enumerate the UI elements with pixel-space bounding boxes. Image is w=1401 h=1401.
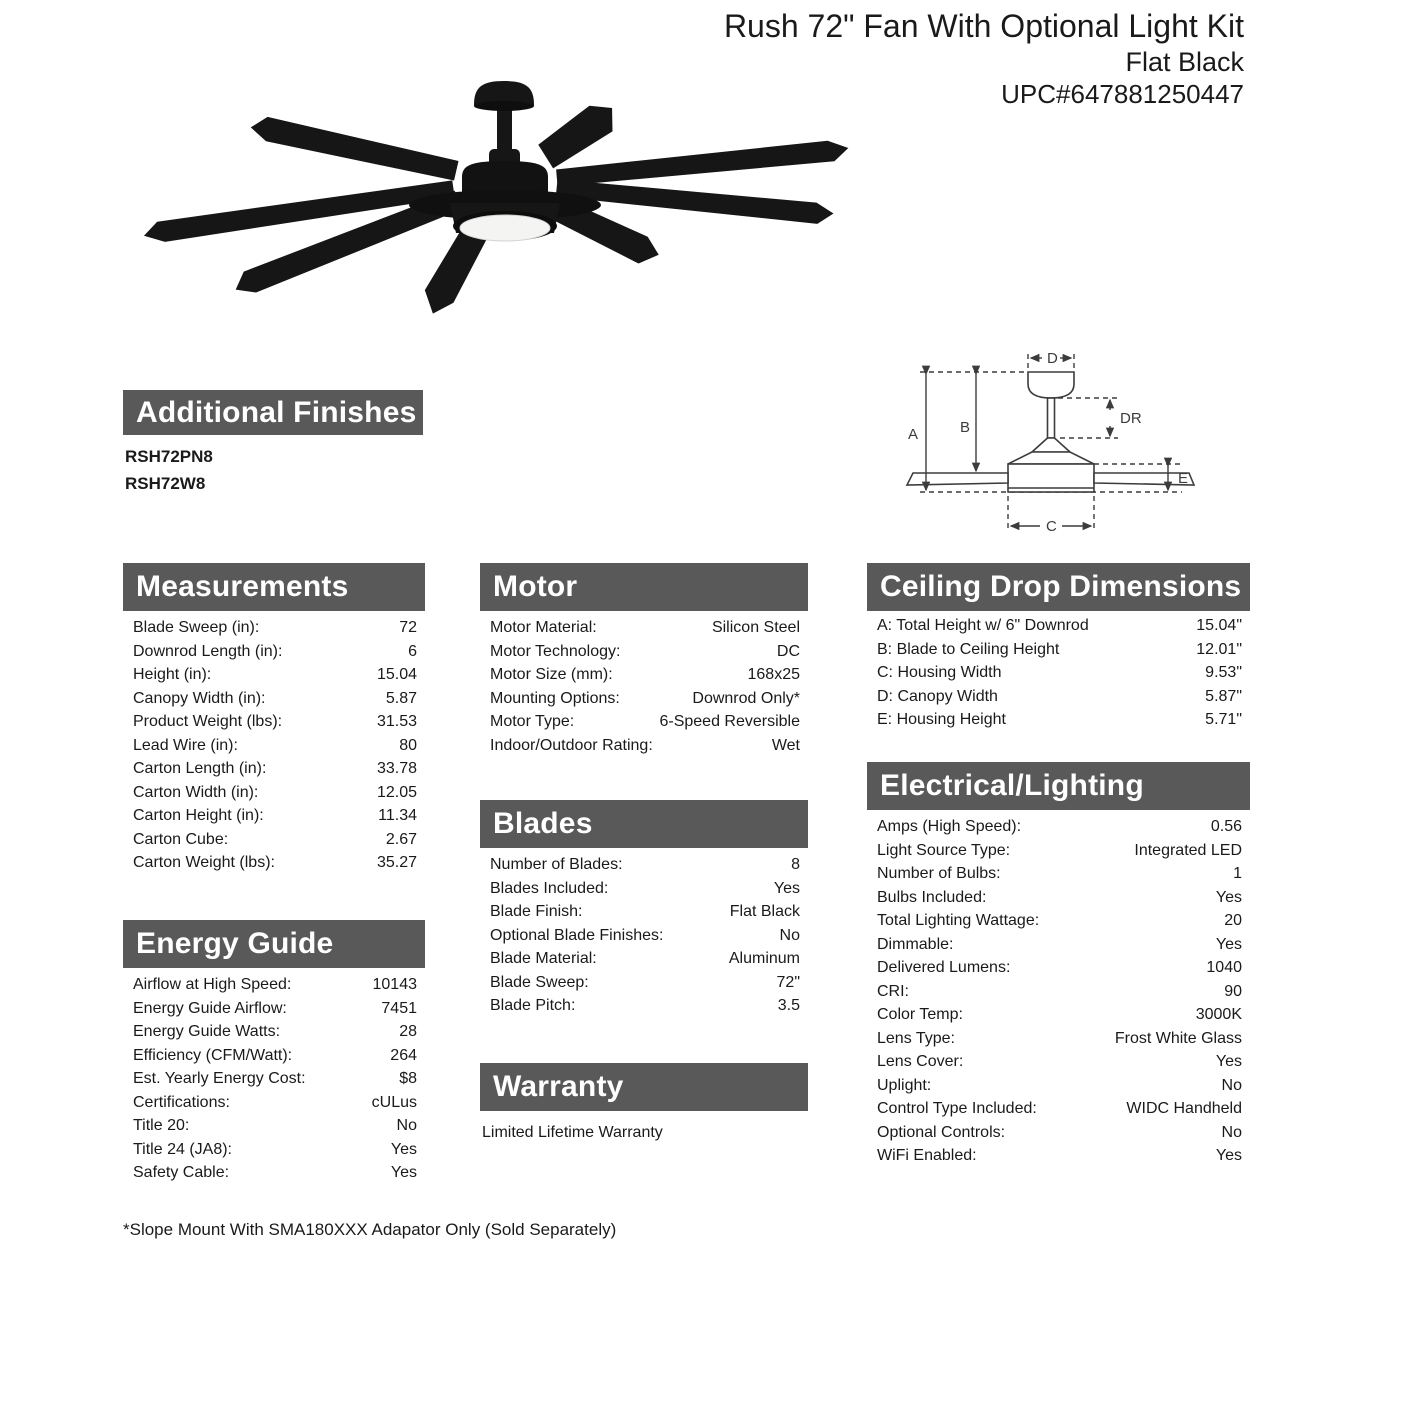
spec-row: [133, 1138, 417, 1162]
spec-value: Integrated LED: [1134, 841, 1242, 859]
spec-row: [133, 781, 417, 805]
spec-value: 7451: [381, 999, 417, 1017]
spec-value: Yes: [390, 1164, 417, 1181]
spec-row: [877, 638, 1242, 662]
spec-row: [877, 839, 1242, 863]
slope-mount-footnote: *Slope Mount With SMA180XXX Adapator Only (Sold Separately): [123, 1220, 617, 1239]
spec-value: Yes: [1215, 1147, 1242, 1164]
spec-value: 8: [791, 856, 800, 873]
motor-rows: [480, 611, 808, 757]
spec-value: Downrod Only*: [692, 689, 800, 707]
spec-label: Carton Width (in):: [133, 783, 259, 801]
spec-value: 15.04: [376, 666, 417, 683]
spec-value: 20: [1224, 912, 1242, 929]
spec-label: Downrod Length (in):: [133, 642, 283, 660]
diagram-label-a: A: [908, 426, 919, 443]
spec-value: 31.53: [376, 713, 417, 730]
spec-row: [490, 710, 800, 734]
spec-row: [877, 862, 1242, 886]
spec-row: [877, 614, 1242, 638]
dimension-diagram: [880, 340, 1220, 555]
spec-label: Certifications:: [133, 1093, 230, 1111]
spec-label: Lead Wire (in):: [133, 736, 238, 754]
spec-label: Carton Weight (lbs):: [133, 854, 275, 871]
spec-row: [490, 663, 800, 687]
spec-row: [133, 1067, 417, 1091]
spec-row: [133, 851, 417, 875]
spec-value: 33.78: [376, 760, 417, 777]
spec-value: 3.5: [777, 997, 800, 1014]
spec-row: [877, 1121, 1242, 1145]
spec-value: 5.87: [385, 689, 417, 707]
warranty-text: Limited Lifetime Warranty: [482, 1124, 663, 1141]
spec-row: [877, 685, 1242, 709]
spec-label: Energy Guide Watts:: [133, 1023, 281, 1040]
spec-row: [490, 971, 800, 995]
spec-label: Lens Cover:: [877, 1053, 964, 1070]
spec-row: [490, 616, 800, 640]
diagram-label-dr: DR: [1120, 410, 1142, 427]
spec-value: 10143: [372, 976, 417, 993]
spec-row: [133, 973, 417, 997]
spec-value: Aluminum: [728, 950, 800, 967]
spec-row: [133, 1114, 417, 1138]
spec-value: 15.04": [1196, 617, 1242, 634]
spec-label: Carton Height (in):: [133, 807, 264, 824]
measurements-section: [123, 563, 425, 875]
spec-label: Number of Blades:: [490, 856, 623, 873]
spec-label: E: Housing Height: [877, 711, 1006, 728]
spec-label: Light Source Type:: [877, 841, 1011, 859]
fan-blade: [556, 139, 850, 186]
spec-label: WiFi Enabled:: [877, 1147, 977, 1164]
spec-label: B: Blade to Ceiling Height: [877, 640, 1060, 658]
spec-value: 5.71": [1205, 711, 1242, 728]
additional-finishes-section: [123, 390, 423, 497]
spec-label: Airflow at High Speed:: [133, 976, 292, 993]
diagram-downrod: [1048, 398, 1055, 438]
electrical-lighting-section: [867, 762, 1250, 1168]
spec-row: [490, 924, 800, 948]
page-title: Rush 72" Fan With Optional Light Kit: [723, 8, 1244, 44]
spec-row: [877, 1050, 1242, 1074]
spec-label: Product Weight (lbs):: [133, 713, 283, 730]
spec-value: 12.01": [1196, 640, 1242, 658]
spec-label: Blades Included:: [490, 879, 609, 897]
spec-row: [133, 663, 417, 687]
spec-row: [877, 886, 1242, 910]
ceiling-drop-header: Ceiling Drop Dimensions: [867, 563, 1250, 611]
spec-label: Blade Material:: [490, 950, 597, 967]
finish-sku: RSH72W8: [125, 474, 206, 493]
spec-row: [877, 956, 1242, 980]
spec-label: Motor Material:: [490, 619, 597, 636]
spec-value: 6: [408, 642, 417, 660]
spec-row: [877, 1027, 1242, 1051]
spec-value: WIDC Handheld: [1126, 1100, 1242, 1117]
spec-label: Height (in):: [133, 666, 212, 683]
spec-row: [877, 708, 1242, 732]
spec-row: [877, 815, 1242, 839]
spec-row: [133, 1044, 417, 1068]
spec-label: Blade Sweep:: [490, 973, 589, 991]
spec-value: No: [779, 926, 800, 944]
motor-section: [480, 563, 808, 757]
spec-value: 1: [1233, 865, 1242, 882]
spec-row: [490, 900, 800, 924]
ceiling-drop-rows: [867, 611, 1250, 732]
spec-label: Delivered Lumens:: [877, 959, 1011, 976]
spec-value: 28: [399, 1023, 417, 1040]
spec-value: Yes: [1215, 935, 1242, 953]
spec-value: $8: [399, 1070, 417, 1087]
spec-value: 80: [399, 736, 417, 754]
fan-blade: [535, 96, 623, 168]
diagram-label-b: B: [960, 419, 971, 436]
spec-label: C: Housing Width: [877, 664, 1002, 681]
spec-label: Indoor/Outdoor Rating:: [490, 736, 653, 754]
spec-value: Silicon Steel: [711, 619, 800, 636]
spec-value: 72: [399, 619, 417, 636]
spec-label: Est. Yearly Energy Cost:: [133, 1070, 306, 1087]
spec-value: Flat Black: [729, 903, 800, 920]
spec-value: Yes: [1215, 888, 1242, 906]
spec-row: [133, 828, 417, 852]
spec-label: Amps (High Speed):: [877, 818, 1022, 835]
blades-header: Blades: [480, 800, 808, 848]
spec-label: Canopy Width (in):: [133, 689, 266, 707]
spec-row: [490, 994, 800, 1018]
ceiling-drop-section: [867, 563, 1250, 732]
spec-row: [133, 1161, 417, 1185]
spec-row: [877, 909, 1242, 933]
upc-code: UPC#647881250447: [1001, 79, 1244, 109]
spec-row: [133, 687, 417, 711]
spec-label: Color Temp:: [877, 1006, 963, 1023]
spec-value: 264: [390, 1046, 417, 1064]
spec-value: Yes: [773, 879, 800, 897]
spec-label: Blade Pitch:: [490, 997, 576, 1014]
spec-label: Uplight:: [877, 1076, 932, 1094]
spec-value: 5.87": [1205, 687, 1242, 705]
spec-label: Control Type Included:: [877, 1100, 1037, 1117]
spec-label: Mounting Options:: [490, 689, 620, 707]
spec-label: Optional Blade Finishes:: [490, 926, 664, 944]
measurements-header: Measurements: [123, 563, 425, 611]
spec-row: [877, 1074, 1242, 1098]
spec-value: 90: [1224, 982, 1242, 1000]
spec-row: [490, 687, 800, 711]
spec-label: Motor Type:: [490, 713, 575, 730]
diagram-label-e: E: [1178, 470, 1189, 487]
spec-label: Dimmable:: [877, 935, 954, 953]
spec-row: [133, 997, 417, 1021]
spec-row: [490, 640, 800, 664]
spec-row: [877, 661, 1242, 685]
spec-label: Carton Length (in):: [133, 760, 267, 777]
additional-finishes-list: [123, 435, 423, 497]
spec-row: [133, 757, 417, 781]
spec-value: No: [1221, 1076, 1242, 1094]
motor-header: Motor: [480, 563, 808, 611]
spec-label: Blade Sweep (in):: [133, 619, 260, 636]
spec-row: [133, 804, 417, 828]
spec-label: Motor Technology:: [490, 642, 621, 660]
spec-row: [877, 1097, 1242, 1121]
spec-row: [133, 734, 417, 758]
spec-value: Yes: [390, 1140, 417, 1158]
spec-value: 11.34: [378, 807, 417, 824]
spec-value: 9.53": [1205, 664, 1242, 681]
additional-finishes-header: Additional Finishes: [123, 390, 423, 435]
fan-light-lens: [460, 215, 550, 241]
spec-label: Safety Cable:: [133, 1164, 230, 1181]
spec-label: Title 20:: [133, 1117, 190, 1134]
spec-row: [877, 1003, 1242, 1027]
spec-label: Motor Size (mm):: [490, 666, 613, 683]
finish-sku: RSH72PN8: [125, 447, 213, 466]
energy-guide-section: [123, 920, 425, 1185]
diagram-canopy: [1028, 372, 1074, 398]
spec-value: 6-Speed Reversible: [659, 713, 800, 730]
spec-label: Lens Type:: [877, 1029, 955, 1047]
diagram-blade-left: [907, 473, 1008, 485]
spec-row: [133, 710, 417, 734]
spec-row: [133, 616, 417, 640]
spec-label: Carton Cube:: [133, 830, 229, 848]
spec-label: Total Lighting Wattage:: [877, 912, 1040, 929]
spec-row: [133, 640, 417, 664]
spec-label: Title 24 (JA8):: [133, 1140, 232, 1158]
fan-blade: [249, 114, 459, 185]
fan-product-image: [120, 45, 880, 315]
spec-value: 12.05: [376, 783, 417, 801]
measurements-rows: [123, 611, 425, 875]
spec-value: 168x25: [747, 666, 800, 683]
spec-row: [877, 933, 1242, 957]
spec-label: Bulbs Included:: [877, 888, 987, 906]
spec-value: 3000K: [1195, 1006, 1242, 1023]
spec-value: Wet: [771, 736, 800, 754]
spec-label: CRI:: [877, 982, 909, 1000]
spec-value: cULus: [371, 1093, 417, 1111]
spec-row: [133, 1020, 417, 1044]
spec-value: 0.56: [1210, 818, 1242, 835]
spec-label: Number of Bulbs:: [877, 865, 1001, 882]
spec-value: DC: [776, 642, 800, 660]
warranty-header: Warranty: [480, 1063, 808, 1111]
spec-value: 1040: [1206, 959, 1242, 976]
blades-rows: [480, 848, 808, 1018]
spec-row: [877, 1144, 1242, 1168]
warranty-section: [480, 1063, 808, 1144]
energy-guide-rows: [123, 968, 425, 1185]
diagram-label-c: C: [1046, 518, 1057, 535]
spec-label: D: Canopy Width: [877, 687, 998, 705]
energy-guide-header: Energy Guide: [123, 920, 425, 968]
spec-value: No: [396, 1117, 417, 1134]
spec-label: Energy Guide Airflow:: [133, 999, 287, 1017]
spec-value: 2.67: [385, 830, 417, 848]
spec-label: Optional Controls:: [877, 1123, 1006, 1141]
spec-row: [133, 1091, 417, 1115]
spec-value: Yes: [1215, 1053, 1242, 1070]
electrical-lighting-rows: [867, 810, 1250, 1168]
diagram-label-d: D: [1047, 350, 1058, 367]
spec-value: 72": [776, 973, 800, 991]
spec-label: Blade Finish:: [490, 903, 583, 920]
blades-section: [480, 800, 808, 1018]
spec-row: [490, 877, 800, 901]
spec-row: [877, 980, 1242, 1004]
spec-value: Frost White Glass: [1114, 1029, 1242, 1047]
spec-value: No: [1221, 1123, 1242, 1141]
electrical-lighting-header: Electrical/Lighting: [867, 762, 1250, 810]
spec-value: 35.27: [376, 854, 417, 871]
spec-row: [490, 734, 800, 758]
finish-name: Flat Black: [1125, 47, 1244, 77]
spec-label: A: Total Height w/ 6" Downrod: [877, 617, 1089, 634]
spec-row: [490, 947, 800, 971]
spec-row: [490, 853, 800, 877]
spec-label: Efficiency (CFM/Watt):: [133, 1046, 293, 1064]
